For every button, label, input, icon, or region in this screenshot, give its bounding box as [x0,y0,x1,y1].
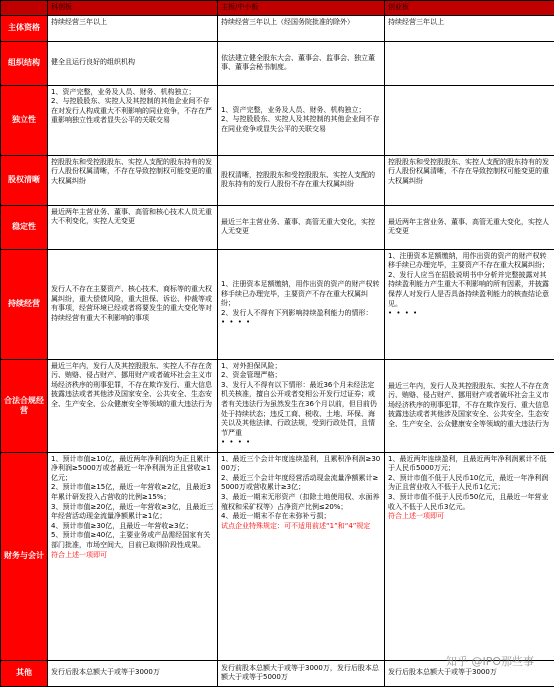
cell-wending-kcb [48,205,218,249]
cell-caiwu-kcb [48,452,218,660]
cell-text: 发行前股本总额大于或等于3000万，发行后股本总额大于或等于5000万 [221,664,381,683]
row-duli [1,85,554,155]
cell-text: 4、最近一期末不存在未弥补亏损； [221,512,381,522]
header-corner [1,1,48,16]
cell-zuzhi-zxb [218,41,385,85]
highlight-note: 试点企业特殊规定：可不适用前述“1”和“4”规定 [221,522,381,532]
cell-text: 2、与控股股东、实控人及其控制的其他企业间不存在同业竞争或显失公平的关联交易 [221,115,381,134]
cell-text: 1、资产完整，业务及人员、财务、机构独立； [51,88,214,98]
cell-text: 1、最近三个会计年度连续盈利，且累积净利润≥3000万； [221,455,381,474]
cell-text: 3、最近一期末无形资产（扣除土地使用权、水面养殖权和采矿权等）占净资产比例≤20%； [221,493,381,512]
cell-text: 5、预计市值≥40亿，主要业务或产品需经国家有关部门批准，市场空间大，目前已取得阶段性成果。 [51,531,214,550]
cell-text: 持续经营三年以上（经国务院批准的除外） [221,18,381,28]
ellipsis-dots: • • • • [221,438,381,448]
row-label-hefa: 合法合规经营 [1,359,48,452]
cell-hefa-zxb [218,359,385,452]
cell-text: 2、发行人应当在招股说明书中分析并完整披露对其持续盈利能力产生重大不利影响的所有因素，并披露保荐人对发行人是否具备持续盈利能力的核查结论意见。 [388,271,551,309]
cell-text: 1、资产完整，业务及人员、财务、机构独立； [221,106,381,116]
cell-text: 1、预计市值≥10亿，最近两年净利润均为正且累计净利润≥5000万或者最近一年净利润为正且营收≥1亿元； [51,455,214,484]
cell-zhuti-zxb [218,15,385,41]
row-zhuti [1,15,554,41]
cell-zuzhi-cyb [385,41,554,85]
cell-text: 1、最近两年连续盈利，且最近两年净利润累计不低于人民币5000万元； [388,455,551,474]
cell-text: 依法建立健全股东大会、董事会、监事会、独立董事、董事会秘书制度。 [221,54,381,73]
highlight-note: 符合上述一项即可 [51,551,214,561]
cell-text: 2、最近三个会计年度经营活动现金流量净额累计≥5000万或营收累计≥3亿； [221,474,381,493]
cell-zhuti-kcb [48,15,218,41]
cell-text: 最近两年主营业务、董事、高管和核心技术人员无重大不利变化，实控人无变更 [51,208,214,227]
cell-text: 1、注册资本足额缴纳，用作出资的资产的财产权转移手续已办理完毕，主要资产不存在重大权属纠纷； [221,280,381,309]
cell-text: 2、与控股股东、实控人及其控制的其他企业间不存在对发行人构成重大不利影响的同业竞争，不存在严重影响独立性或者显失公平的关联交易 [51,97,214,126]
cell-text: 2、预计市值不低于人民币10亿元，最近一年净利润为正且营业收入不低于人民币1亿元； [388,474,551,493]
cell-caiwu-zxb [218,452,385,660]
cell-text: 3、预计市值不低于人民币50亿元，且最近一年营业收入不低于人民币3亿元。 [388,493,551,512]
cell-hefa-kcb [48,359,218,452]
cell-chixu-cyb [385,249,554,359]
row-label-chixu: 持续经营 [1,249,48,359]
cell-text: 控股股东和受控股股东、实控人支配的股东持有的发行人股份权属清晰，不存在导致控制权可能变更的重大权属纠纷 [51,158,214,187]
cell-zhuti-cyb [385,15,554,41]
cell-text: 4、预计市值≥30亿，且最近一年营收≥3亿； [51,522,214,532]
cell-text: 健全且运行良好的组织机构 [51,58,214,68]
row-guquan [1,155,554,205]
ellipsis-dots: • • • • [388,309,551,319]
row-label-zuzhi: 组织结构 [1,41,48,85]
cell-text: 持续经营三年以上 [388,18,551,28]
cell-text: 2、资金管理严格； [221,371,381,381]
cell-hefa-cyb [385,359,554,452]
cell-duli-cyb [385,85,554,155]
row-zuzhi [1,41,554,85]
cell-chixu-zxb [218,249,385,359]
watermark: 知乎 @IPO那些事 [446,653,534,669]
cell-text: 控股股东和受控股股东、实控人支配的股东持有的发行人股份权属清晰，不存在导致控制权可能变更的重大权属纠纷 [388,158,551,187]
cell-duli-zxb [218,85,385,155]
header-kcb: 科创板 [48,1,218,16]
row-label-duli: 独立性 [1,85,48,155]
cell-text: 发行人不存在主要资产、核心技术、商标等的重大权属纠纷，重大偿债风险，重大担保、诉讼、仲裁等或有事项，经营环境已经或者将要发生的重大变化等对持续经营有重大不利影响的事项 [51,285,214,323]
cell-text: 3、预计市值≥20亿，最近一年营收≥3亿，且最近三年经营活动现金流量净额累计≥1亿； [51,503,214,522]
cell-text: 最近三年内，发行人及其控股股东、实控人不存在贪污、贿赂、侵占财产、挪用财产或者破坏社会主义市场经济秩序的刑事犯罪，不存在欺诈发行、重大信息披露违法或者其他涉及国家安全、公共安全、生态安全、生产安全、公众健康安全等领域的重大违法行为 [51,362,214,410]
cell-guquan-cyb [385,155,554,205]
cell-text: 2、发行人不得有下列影响持续盈利能力的情形： [221,309,381,319]
header-row [1,1,554,16]
cell-text: 2、预计市值≥15亿，最近一年营收≥2亿，且最近3年累计研发投入占营收的比例≥15%； [51,483,214,502]
cell-text: 最近三年主营业务、董事、高管无重大变化，实控人无变更 [221,218,381,237]
row-label-zhuti: 主体资格 [1,15,48,41]
cell-duli-kcb [48,85,218,155]
row-hefa [1,359,554,452]
cell-caiwu-cyb [385,452,554,660]
row-caiwu [1,452,554,660]
row-label-wending: 稳定性 [1,205,48,249]
ellipsis-dots: • • • • [221,318,381,328]
cell-guquan-kcb [48,155,218,205]
cell-text: 1、注册资本足额缴纳，用作出资的资产的财产权转移手续已办理完毕，主要资产不存在重大权属纠纷； [388,252,551,271]
cell-text: 1、对外担保风险； [221,362,381,372]
cell-text: 3、发行人不得有以下情形：最近36个月未经法定机关核准，擅自公开或者变相公开发行过证券；或者有关违法行为虽然发生在36个月以前，但目前仍处于持续状态；违反工商、税收、土地、环保、海关以及其他法律、行政法规，受到行政处罚，且情节严重 [221,381,381,439]
row-label-qita: 其他 [1,660,48,686]
cell-text: 最近两年主营业务、董事、高管无重大变化，实控人无变更 [388,218,551,237]
row-wending [1,205,554,249]
header-zxb: 主板/中小板 [218,1,385,16]
cell-qita-kcb [48,660,218,686]
cell-guquan-zxb [218,155,385,205]
cell-text: 持续经营三年以上 [51,18,214,28]
header-cyb: 创业板 [385,1,554,16]
row-chixu [1,249,554,359]
cell-text: 股权清晰，控股股东和受控股股东、实控人支配的股东持有的发行人股份不存在重大权属纠纷 [221,171,381,190]
cell-wending-cyb [385,205,554,249]
cell-text: 发行后股本总额大于或等于3000万 [51,668,214,678]
cell-wending-zxb [218,205,385,249]
row-label-guquan: 股权清晰 [1,155,48,205]
cell-chixu-kcb [48,249,218,359]
cell-zuzhi-kcb [48,41,218,85]
highlight-note: 符合上述一项即可 [388,512,551,522]
row-label-caiwu: 财务与会计 [1,452,48,660]
cell-text: 发行后股本总额大于或等于3000万 [388,668,551,678]
cell-qita-zxb [218,660,385,686]
cell-text: 最近三年内，发行人及其控股股东、实控人不存在贪污、贿赂、侵占财产、挪用财产或者破坏社会主义市场经济秩序的刑事犯罪，不存在欺诈发行、重大信息披露违法或者其他涉及国家安全、公共安全、生态安全、生产安全、公众健康安全等领域的重大违法行为 [388,382,551,430]
